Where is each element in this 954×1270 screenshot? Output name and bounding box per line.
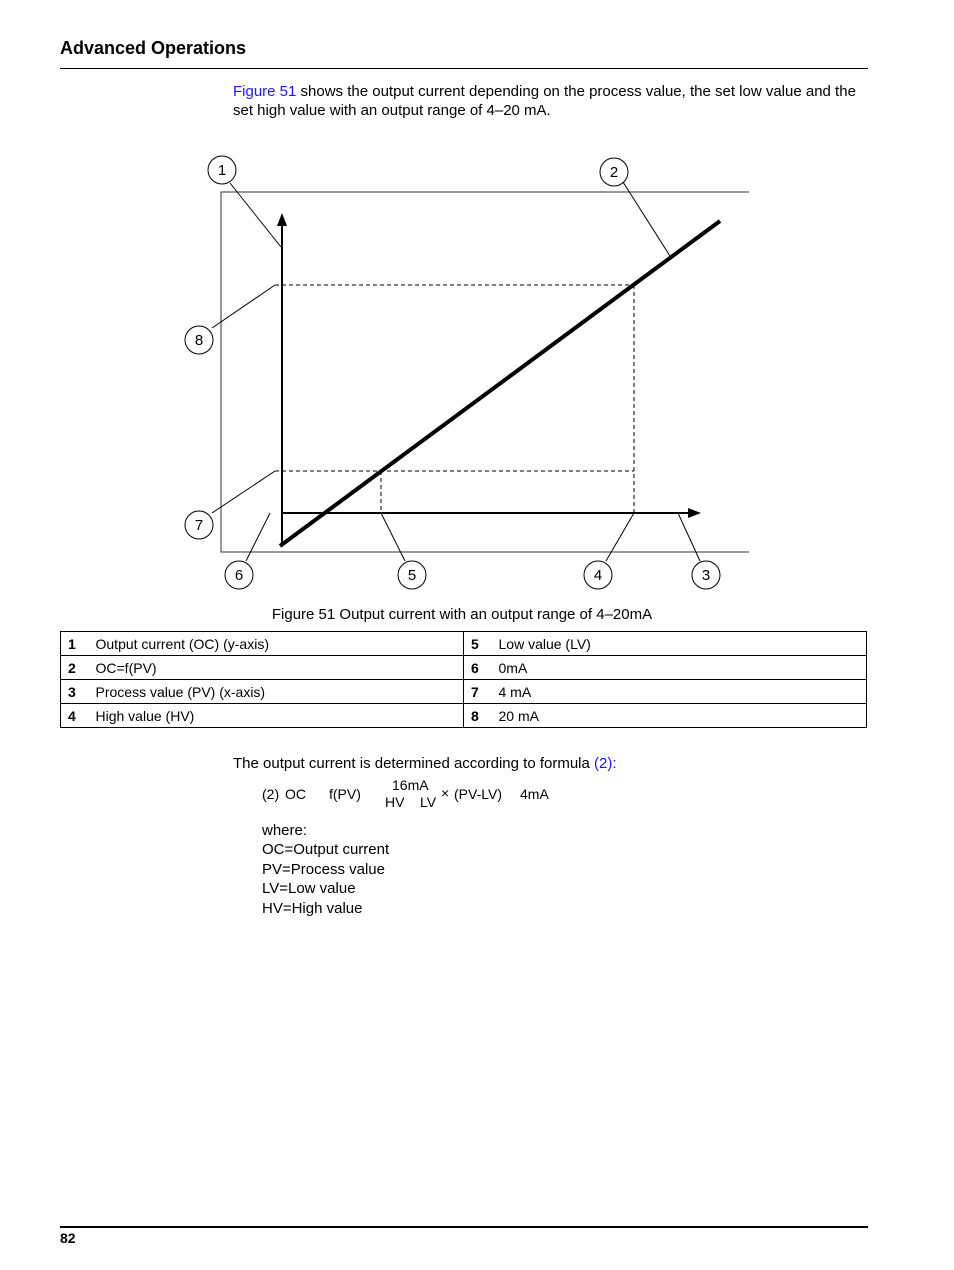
formula-den-hv: HV (385, 794, 405, 810)
leader-4 (606, 513, 634, 561)
where-list (262, 821, 389, 918)
legend-num: 5 (464, 632, 492, 656)
callout-4: 4 (593, 567, 603, 584)
legend-num: 7 (464, 680, 492, 704)
legend-text: 4 mA (492, 680, 867, 704)
section-title: Advanced Operations (60, 38, 247, 58)
formula-numerator: 16mA (392, 777, 429, 793)
legend-text: Low value (LV) (492, 632, 867, 656)
leader-6 (246, 513, 270, 561)
formula-times: × (441, 785, 450, 801)
leader-2 (623, 182, 670, 256)
legend-num: 4 (61, 704, 89, 728)
legend-row (61, 632, 867, 656)
page-number: 82 (60, 1230, 76, 1246)
legend-text: Process value (PV) (x-axis) (89, 680, 464, 704)
formula-colon: : (612, 755, 617, 772)
legend-row (61, 704, 867, 728)
legend-table (60, 631, 867, 728)
callout-1: 1 (217, 162, 227, 179)
callout-5: 5 (407, 567, 417, 584)
legend-text: 20 mA (492, 704, 867, 728)
callout-7: 7 (194, 517, 204, 534)
leader-5 (381, 513, 405, 561)
where-item: OC=Output current (262, 841, 390, 859)
figure-frame (221, 192, 749, 552)
where-item: HV=High value (262, 899, 363, 917)
formula-label: (2) (262, 786, 280, 802)
formula-fpv: f(PV) (329, 786, 361, 802)
intro-text: shows the output current depending on the process value, the set low value and the set high value with an output range of 4–20 mA. (233, 83, 856, 119)
legend-num: 3 (61, 680, 89, 704)
callout-6: 6 (234, 567, 244, 584)
legend-text: Output current (OC) (y-axis) (89, 632, 464, 656)
legend-num: 1 (61, 632, 89, 656)
output-current-figure (0, 0, 954, 600)
function-line (280, 221, 720, 546)
legend-num: 2 (61, 656, 89, 680)
where-title: where: (262, 822, 308, 839)
callout-2: 2 (609, 164, 619, 181)
legend-row (61, 656, 867, 680)
y-axis-arrow (277, 213, 287, 226)
legend-num: 8 (464, 704, 492, 728)
legend-num: 6 (464, 656, 492, 680)
formula-plus4: 4mA (520, 786, 549, 802)
callout-8: 8 (194, 332, 204, 349)
formula-link[interactable]: (2) (594, 755, 613, 772)
formula-den-lv: LV (420, 794, 437, 810)
formula-pvlv: (PV-LV) (454, 786, 502, 802)
leader-1 (230, 183, 281, 247)
legend-text: 0mA (492, 656, 867, 680)
legend-row (61, 680, 867, 704)
figure-link[interactable]: Figure 51 (233, 83, 297, 100)
x-axis-arrow (688, 508, 701, 518)
legend-text: OC=f(PV) (89, 656, 464, 680)
leader-3 (678, 513, 700, 561)
where-item: PV=Process value (262, 860, 385, 878)
where-item: LV=Low value (262, 880, 356, 898)
formula-oc: OC (285, 786, 306, 802)
figure-caption: Figure 51 Output current with an output range of 4–20mA (271, 606, 653, 623)
formula-intro-text: The output current is determined according to formula (233, 755, 595, 772)
formula-intro (233, 755, 617, 772)
formula-2 (262, 777, 582, 813)
callout-3: 3 (701, 567, 711, 584)
footer-rule (60, 1226, 868, 1228)
legend-text: High value (HV) (89, 704, 464, 728)
